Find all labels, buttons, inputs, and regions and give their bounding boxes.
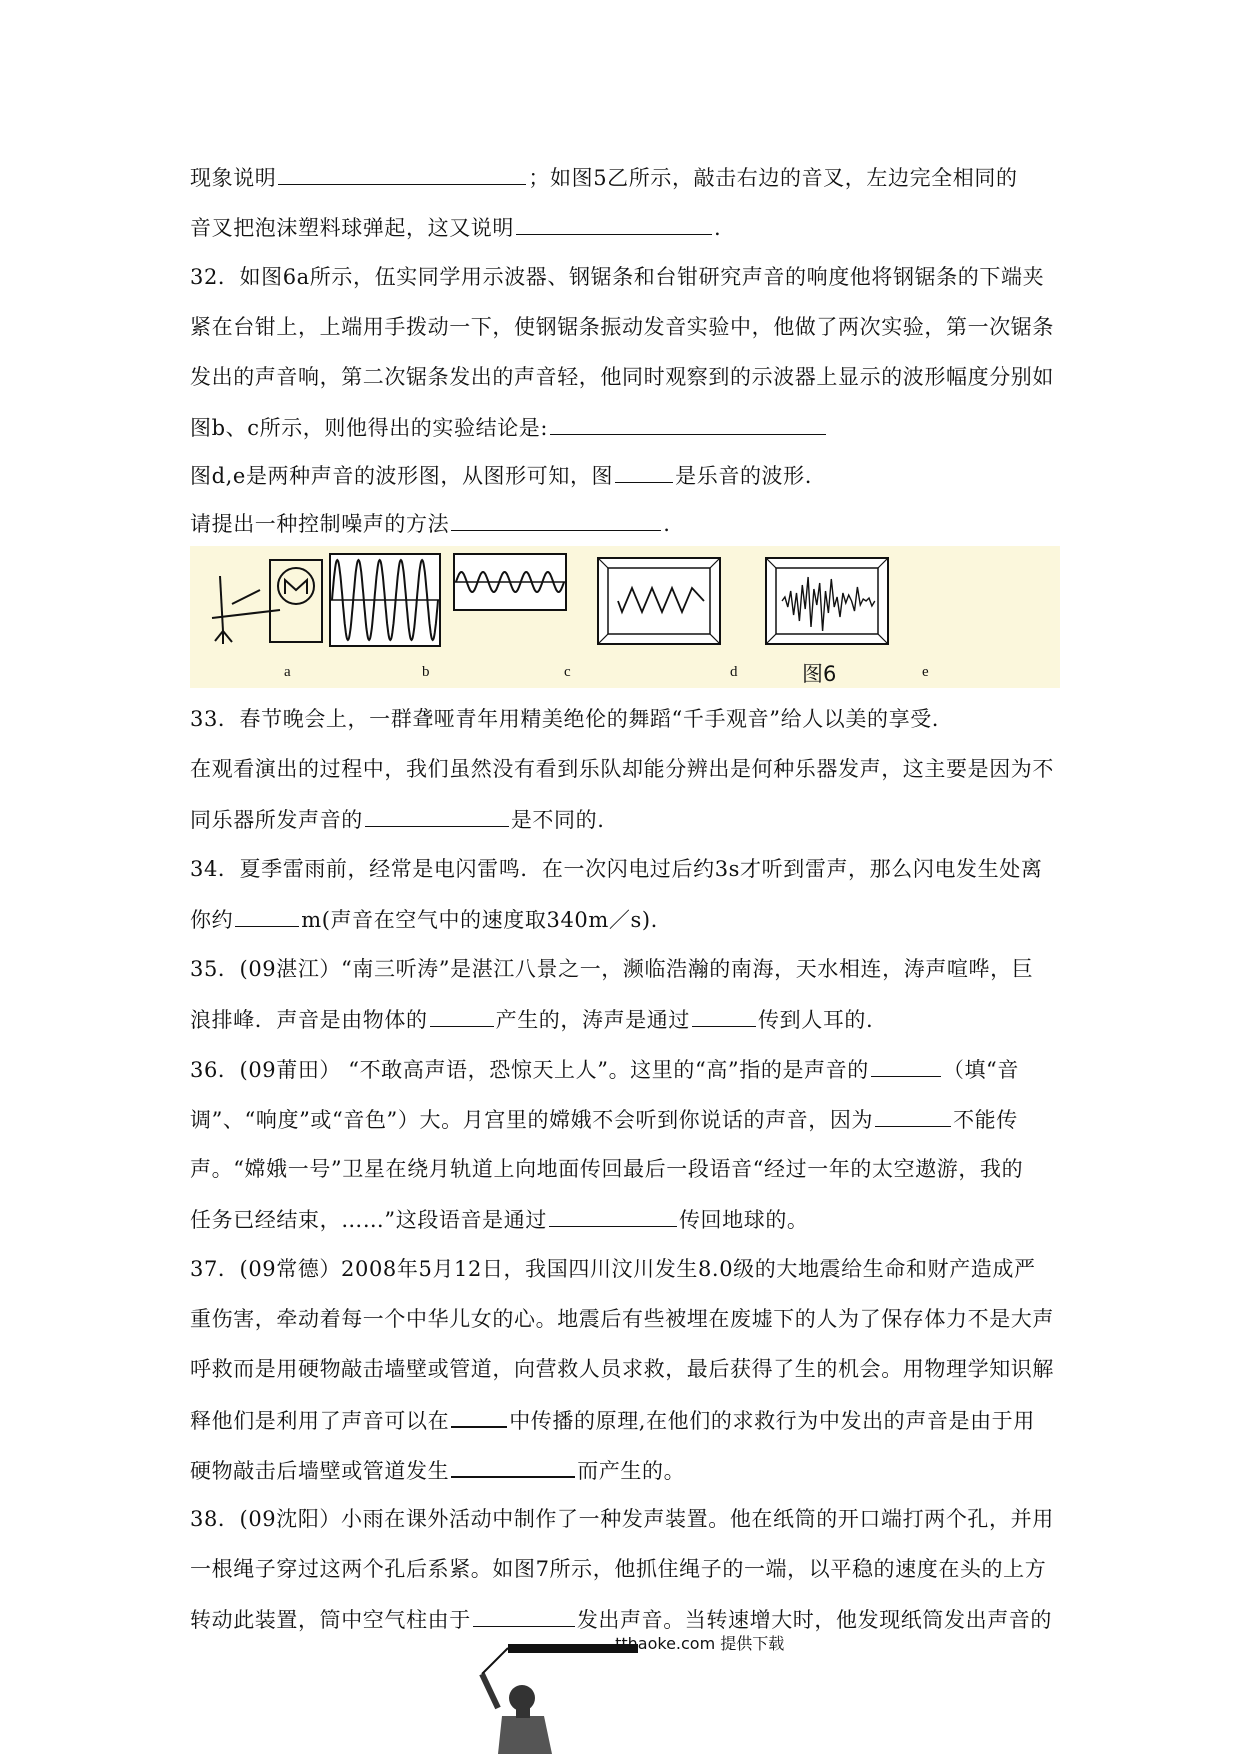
text-line-2 (190, 214, 1070, 241)
text-line-8 (190, 510, 1070, 537)
figure-6 (190, 546, 1060, 688)
text-line-13 (190, 906, 1070, 933)
text-segment: 释他们是利用了声音可以在 (190, 1409, 450, 1433)
text-segment: 呼救而是用硬物敲击墙壁或管道，向营救人员求救，最后获得了生的机会。用物理学知识解 (190, 1357, 1054, 1381)
text-line-15 (190, 1006, 1070, 1033)
answer-blank[interactable] (430, 1006, 494, 1027)
answer-blank[interactable] (615, 462, 673, 483)
text-segment: 请提出一种控制噪声的方法 (190, 512, 450, 536)
text-line-19 (190, 1206, 1070, 1233)
text-segment: 任务已经结束，……”这段语音是通过 (190, 1208, 547, 1232)
text-line-23 (190, 1406, 1070, 1434)
text-segment: 传回地球的。 (678, 1208, 809, 1232)
text-segment: . (663, 512, 671, 536)
text-segment: 产生的，涛声是通过 (495, 1008, 691, 1032)
text-segment: （填“音 (942, 1058, 1019, 1082)
text-segment: 发出的声音响，第二次锯条发出的声音轻，他同时观察到的示波器上显示的波形幅度分别如 (190, 365, 1054, 389)
text-segment: 紧在台钳上，上端用手拨动一下，使钢锯条振动发音实验中，他做了两次实验，第一次锯条 (190, 315, 1054, 339)
answer-blank[interactable] (875, 1106, 951, 1127)
answer-blank[interactable] (365, 806, 509, 827)
answer-blank[interactable] (549, 1206, 677, 1227)
text-segment: 现象说明 (190, 166, 277, 190)
text-line-25 (190, 1506, 1070, 1532)
answer-blank[interactable] (692, 1006, 756, 1027)
fig-a-apparatus (212, 560, 322, 644)
text-line-14 (190, 956, 1070, 982)
text-line-18 (190, 1156, 1070, 1182)
figure-7-boy-swinging-tube (468, 1604, 638, 1754)
text-line-20 (190, 1256, 1070, 1282)
text-segment: 34．夏季雷雨前，经常是电闪雷鸣．在一次闪电过后约3s才听到雷声，那么闪电发生处离 (190, 857, 1043, 881)
text-segment: 重伤害，牵动着每一个中华儿女的心。地震后有些被埋在废墟下的人为了保存体力不是大声 (190, 1307, 1054, 1331)
text-segment: 中传播的原理,在他们的求救行为中发出的声音是由于用 (509, 1409, 1035, 1433)
text-segment: 是乐音的波形. (675, 464, 813, 488)
text-segment: 36．(09莆田） “不敢高声语，恐惊天上人”。这里的“高”指的是声音的 (190, 1058, 869, 1082)
answer-blank[interactable] (278, 164, 526, 185)
answer-blank[interactable] (451, 1406, 507, 1428)
text-line-22 (190, 1356, 1070, 1382)
fig-label-b: b (422, 664, 430, 680)
text-segment: m(声音在空气中的速度取340m／s). (301, 908, 658, 932)
text-line-9 (190, 706, 1070, 732)
text-segment: 浪排峰．声音是由物体的 (190, 1008, 428, 1032)
text-line-16 (190, 1056, 1070, 1083)
text-segment: 是不同的. (510, 808, 605, 832)
figure-6-drawing (190, 546, 1060, 688)
text-line-21 (190, 1306, 1070, 1332)
text-line-4 (190, 314, 1070, 340)
text-line-11 (190, 806, 1070, 833)
answer-blank[interactable] (451, 1456, 575, 1478)
answer-blank[interactable] (235, 906, 299, 927)
text-line-10 (190, 756, 1070, 782)
fig-b-waveform (330, 554, 440, 646)
answer-blank[interactable] (516, 214, 712, 235)
text-segment: . (714, 216, 722, 240)
text-line-3 (190, 264, 1070, 290)
text-segment: 32．如图6a所示，伍实同学用示波器、钢锯条和台钳研究声音的响度他将钢锯条的下端夹 (190, 265, 1045, 289)
answer-blank[interactable] (871, 1056, 941, 1077)
text-segment: 硬物敲击后墙壁或管道发生 (190, 1459, 450, 1483)
text-segment: 调”、“响度”或“音色”）大。月宫里的嫦娥不会听到你说话的声音，因为 (190, 1108, 874, 1132)
text-segment: 你约 (190, 908, 234, 932)
fig-label-c: c (564, 664, 571, 680)
text-line-5 (190, 364, 1070, 390)
text-segment: 一根绳子穿过这两个孔后系紧。如图7所示，他抓住绳子的一端，以平稳的速度在头的上方 (190, 1557, 1047, 1581)
text-line-24 (190, 1456, 1070, 1484)
figure-caption: 图6 (802, 662, 837, 686)
text-segment: 传到人耳的. (758, 1008, 874, 1032)
text-segment: 转动此装置，筒中空气柱由于 (190, 1608, 471, 1632)
text-segment: 而产生的。 (577, 1459, 686, 1483)
text-segment: 38．(09沈阳）小雨在课外活动中制作了一种发声装置。他在纸筒的开口端打两个孔，并用 (190, 1507, 1054, 1531)
text-segment: 33．春节晚会上，一群聋哑青年用精美绝伦的舞蹈“千手观音”给人以美的享受. (190, 707, 940, 731)
text-segment: 不能传 (953, 1108, 1018, 1132)
footer-source: .tthaoke.com 提供下载 (610, 1634, 785, 1653)
fig-label-d: d (730, 664, 738, 680)
text-segment: 发出声音。当转速增大时，他发现纸筒发出声音的 (576, 1608, 1053, 1632)
text-segment: 在观看演出的过程中，我们虽然没有看到乐队却能分辨出是何种乐器发声，这主要是因为不 (190, 757, 1054, 781)
text-segment: 图b、c所示，则他得出的实验结论是: (190, 416, 549, 440)
text-segment: 声。“嫦娥一号”卫星在绕月轨道上向地面传回最后一段语音“经过一年的太空遨游，我的 (190, 1157, 1024, 1181)
text-segment: 图d,e是两种声音的波形图，从图形可知，图 (190, 464, 614, 488)
text-segment: 同乐器所发声音的 (190, 808, 363, 832)
text-line-12 (190, 856, 1070, 882)
text-line-26 (190, 1556, 1070, 1582)
text-line-7 (190, 462, 1070, 489)
fig-label-a: a (284, 664, 291, 680)
text-segment: 37．(09常德）2008年5月12日，我国四川汶川发生8.0级的大地震给生命和财产造成严 (190, 1257, 1036, 1281)
answer-blank[interactable] (451, 510, 661, 531)
answer-blank[interactable] (550, 414, 826, 435)
text-segment: ；如图5乙所示，敲击右边的音叉，左边完全相同的 (528, 166, 1018, 190)
text-segment: 音叉把泡沫塑料球弹起，这又说明 (190, 216, 514, 240)
fig-c-waveform (454, 554, 566, 610)
fig-e-waveform (766, 558, 888, 644)
text-segment: 35．(09湛江）“南三听涛”是湛江八景之一，濒临浩瀚的南海，天水相连，涛声喧哗，巨 (190, 957, 1034, 981)
text-line-6 (190, 414, 1070, 441)
text-line-1 (190, 164, 1070, 191)
fig-d-waveform (598, 558, 720, 644)
text-line-17 (190, 1106, 1070, 1133)
fig-label-e: e (922, 664, 929, 680)
